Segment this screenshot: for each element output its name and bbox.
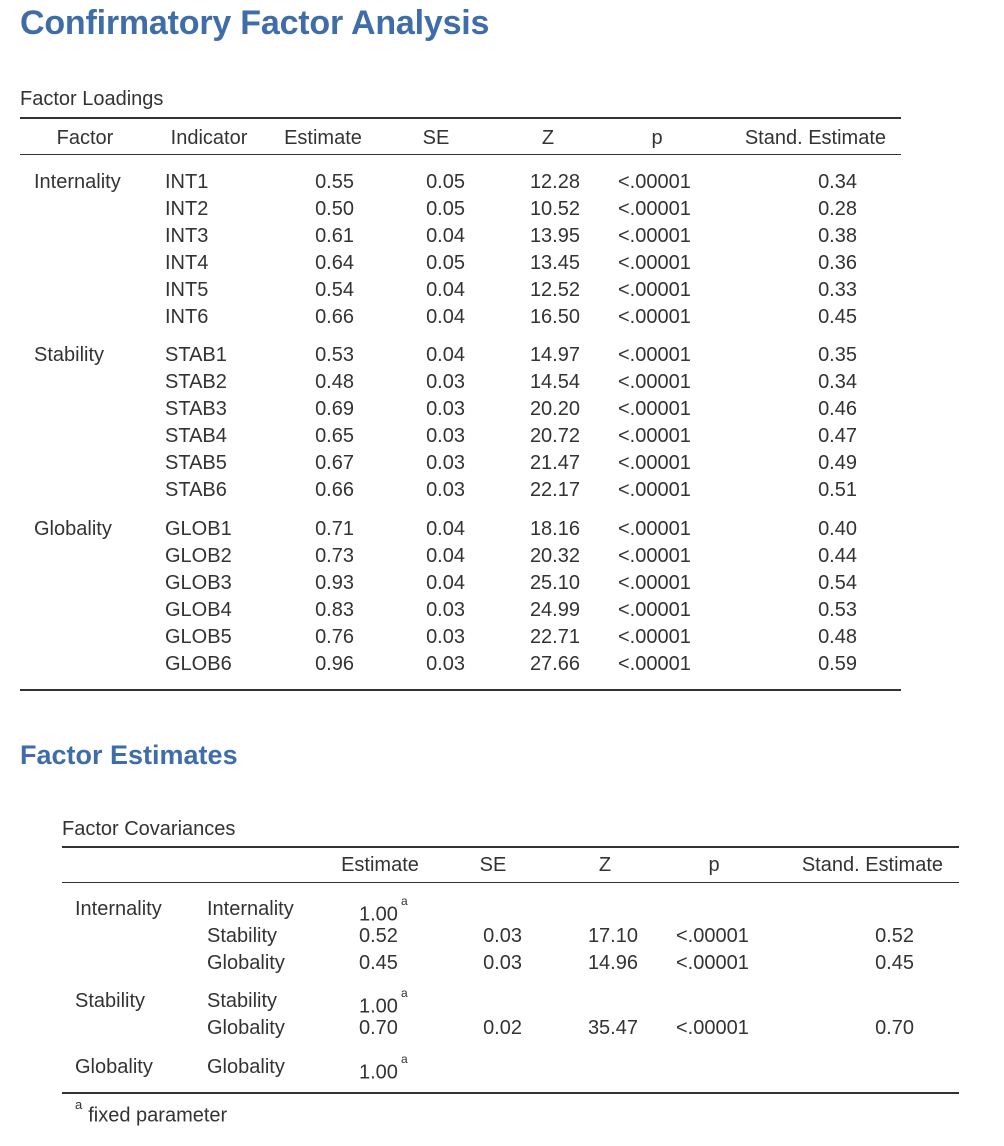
stand-estimate-cell: 0.44 — [818, 545, 857, 567]
factor-label: Stability — [75, 990, 146, 1012]
stand-estimate-cell: 0.59 — [818, 653, 857, 675]
se-cell: 0.04 — [426, 572, 465, 594]
estimate-cell: 0.52 — [359, 925, 398, 947]
column-header: p — [651, 127, 663, 149]
stand-estimate-cell: 0.54 — [818, 572, 857, 594]
p-cell: <.00001 — [618, 545, 691, 567]
se-cell: 0.03 — [426, 425, 465, 447]
z-cell: 21.47 — [529, 452, 580, 474]
se-cell: 0.05 — [426, 198, 465, 220]
covariate-cell: Globality — [207, 1017, 285, 1039]
se-cell: 0.03 — [426, 398, 465, 420]
p-cell: <.00001 — [618, 344, 691, 366]
p-cell: <.00001 — [676, 925, 749, 947]
estimate-cell: 1.00$^a$ — [359, 986, 408, 1018]
covariate-cell: Stability — [207, 925, 278, 947]
z-cell: 20.20 — [529, 398, 580, 420]
indicator-cell: INT1 — [165, 171, 209, 193]
factor-label: Internality — [75, 898, 162, 920]
table-bottom-rule — [20, 689, 901, 691]
se-cell: 0.03 — [483, 952, 522, 974]
covariate-cell: Stability — [207, 990, 278, 1012]
estimate-cell: 0.67 — [315, 452, 354, 474]
stand-estimate-cell: 0.52 — [875, 925, 914, 947]
factor-label: Stability — [34, 344, 105, 366]
column-header: Stand. Estimate — [744, 127, 886, 149]
indicator-cell: GLOB5 — [165, 626, 232, 648]
estimate-cell: 0.71 — [315, 518, 354, 540]
indicator-cell: STAB6 — [165, 479, 227, 501]
z-cell: 25.10 — [529, 572, 580, 594]
z-cell: 22.17 — [529, 479, 580, 501]
indicator-cell: GLOB2 — [165, 545, 232, 567]
footnote-text: fixed parameter — [88, 1104, 228, 1127]
z-cell: 10.52 — [529, 198, 580, 220]
stand-estimate-cell: 0.34 — [818, 371, 857, 393]
z-cell: 16.50 — [529, 306, 580, 328]
indicator-cell: STAB4 — [165, 425, 227, 447]
se-cell: 0.04 — [426, 344, 465, 366]
p-cell: <.00001 — [618, 425, 691, 447]
stand-estimate-cell: 0.40 — [818, 518, 857, 540]
footnote-marker: a — [75, 1097, 83, 1112]
estimate-cell: 0.66 — [315, 479, 354, 501]
se-cell: 0.03 — [426, 479, 465, 501]
indicator-cell: STAB3 — [165, 398, 227, 420]
stand-estimate-cell: 0.33 — [818, 279, 857, 301]
p-cell: <.00001 — [618, 398, 691, 420]
column-header: Estimate — [284, 127, 362, 149]
stand-estimate-cell: 0.28 — [818, 198, 857, 220]
footnote — [75, 1097, 228, 1128]
z-cell: 20.32 — [529, 545, 580, 567]
estimate-cell: 0.93 — [315, 572, 354, 594]
stand-estimate-cell: 0.45 — [875, 952, 914, 974]
stand-estimate-cell: 0.49 — [818, 452, 857, 474]
se-cell: 0.04 — [426, 306, 465, 328]
p-cell: <.00001 — [618, 171, 691, 193]
column-header: Estimate — [341, 854, 419, 876]
factor-label: Globality — [75, 1056, 153, 1078]
se-cell: 0.04 — [426, 545, 465, 567]
indicator-cell: INT6 — [165, 306, 209, 328]
z-cell: 12.52 — [529, 279, 580, 301]
estimate-cell: 0.55 — [315, 171, 354, 193]
estimate-cell: 1.00$^a$ — [359, 1052, 408, 1084]
z-cell: 13.95 — [529, 225, 580, 247]
p-cell: <.00001 — [618, 306, 691, 328]
z-cell: 12.28 — [529, 171, 580, 193]
z-cell: 14.54 — [529, 371, 580, 393]
p-cell: <.00001 — [618, 225, 691, 247]
se-cell: 0.03 — [426, 371, 465, 393]
p-cell: <.00001 — [618, 599, 691, 621]
p-cell: <.00001 — [676, 952, 749, 974]
z-cell: 22.71 — [529, 626, 580, 648]
covariate-cell: Globality — [207, 952, 285, 974]
stand-estimate-cell: 0.51 — [818, 479, 857, 501]
factor-label: Globality — [34, 518, 112, 540]
estimate-cell: 0.76 — [315, 626, 354, 648]
se-cell: 0.03 — [426, 452, 465, 474]
z-cell: 17.10 — [587, 925, 638, 947]
p-cell: <.00001 — [618, 518, 691, 540]
column-header: Z — [541, 127, 555, 149]
z-cell: 27.66 — [529, 653, 580, 675]
stand-estimate-cell: 0.45 — [818, 306, 857, 328]
indicator-cell: STAB1 — [165, 344, 227, 366]
p-cell: <.00001 — [618, 198, 691, 220]
estimate-cell: 0.45 — [359, 952, 398, 974]
estimate-cell: 0.69 — [315, 398, 354, 420]
se-cell: 0.02 — [483, 1017, 522, 1039]
se-cell: 0.04 — [426, 518, 465, 540]
factor-label: Internality — [34, 171, 121, 193]
z-cell: 35.47 — [587, 1017, 638, 1039]
column-header: Indicator — [170, 127, 248, 149]
stand-estimate-cell: 0.46 — [818, 398, 857, 420]
estimate-cell: 1.00$^a$ — [359, 894, 408, 926]
indicator-cell: STAB2 — [165, 371, 227, 393]
table-top-rule — [20, 117, 901, 119]
table-top-rule — [62, 846, 959, 848]
factor-loadings-caption: Factor Loadings — [20, 88, 164, 110]
se-cell: 0.05 — [426, 252, 465, 274]
estimate-cell: 0.96 — [315, 653, 354, 675]
table-header-rule — [20, 154, 901, 155]
estimate-cell: 0.65 — [315, 425, 354, 447]
z-cell: 18.16 — [529, 518, 580, 540]
indicator-cell: STAB5 — [165, 452, 227, 474]
estimate-cell: 0.73 — [315, 545, 354, 567]
se-cell: 0.03 — [483, 925, 522, 947]
column-header: SE — [479, 854, 507, 876]
z-cell: 13.45 — [529, 252, 580, 274]
stand-estimate-cell: 0.35 — [818, 344, 857, 366]
p-cell: <.00001 — [618, 572, 691, 594]
column-header: Factor — [56, 127, 114, 149]
p-cell: <.00001 — [676, 1017, 749, 1039]
p-cell: <.00001 — [618, 252, 691, 274]
estimate-cell: 0.61 — [315, 225, 354, 247]
table-bottom-rule — [62, 1092, 959, 1094]
z-cell: 14.96 — [587, 952, 638, 974]
column-header: p — [708, 854, 720, 876]
fixed-parameter-marker: a — [400, 894, 408, 908]
estimate-cell: 0.53 — [315, 344, 354, 366]
se-cell: 0.03 — [426, 626, 465, 648]
estimate-cell: 0.66 — [315, 306, 354, 328]
p-cell: <.00001 — [618, 653, 691, 675]
indicator-cell: GLOB1 — [165, 518, 232, 540]
se-cell: 0.05 — [426, 171, 465, 193]
stand-estimate-cell: 0.36 — [818, 252, 857, 274]
fixed-parameter-marker: a — [400, 1052, 408, 1066]
z-cell: 14.97 — [529, 344, 580, 366]
covariate-cell: Internality — [207, 898, 294, 920]
z-cell: 24.99 — [529, 599, 580, 621]
section-title: Factor Estimates — [20, 740, 238, 770]
stand-estimate-cell: 0.53 — [818, 599, 857, 621]
indicator-cell: INT2 — [165, 198, 209, 220]
se-cell: 0.03 — [426, 653, 465, 675]
stand-estimate-cell: 0.70 — [875, 1017, 914, 1039]
estimate-cell: 0.70 — [359, 1017, 398, 1039]
estimate-cell: 0.50 — [315, 198, 354, 220]
factor-covariances-caption: Factor Covariances — [62, 818, 236, 840]
p-cell: <.00001 — [618, 371, 691, 393]
page-title: Confirmatory Factor Analysis — [20, 4, 490, 42]
estimate-cell: 0.48 — [315, 371, 354, 393]
p-cell: <.00001 — [618, 626, 691, 648]
indicator-cell: INT4 — [165, 252, 209, 274]
indicator-cell: INT3 — [165, 225, 209, 247]
indicator-cell: GLOB6 — [165, 653, 232, 675]
covariate-cell: Globality — [207, 1056, 285, 1078]
estimate-cell: 0.83 — [315, 599, 354, 621]
estimate-cell: 0.54 — [315, 279, 354, 301]
column-header: Z — [598, 854, 612, 876]
table-header-rule — [62, 882, 959, 883]
stand-estimate-cell: 0.48 — [818, 626, 857, 648]
column-header: SE — [422, 127, 450, 149]
p-cell: <.00001 — [618, 279, 691, 301]
se-cell: 0.04 — [426, 279, 465, 301]
indicator-cell: GLOB3 — [165, 572, 232, 594]
se-cell: 0.03 — [426, 599, 465, 621]
stand-estimate-cell: 0.47 — [818, 425, 857, 447]
p-cell: <.00001 — [618, 479, 691, 501]
stand-estimate-cell: 0.34 — [818, 171, 857, 193]
stand-estimate-cell: 0.38 — [818, 225, 857, 247]
column-header: Stand. Estimate — [801, 854, 943, 876]
fixed-parameter-marker: a — [400, 986, 408, 1000]
indicator-cell: GLOB4 — [165, 599, 232, 621]
se-cell: 0.04 — [426, 225, 465, 247]
indicator-cell: INT5 — [165, 279, 209, 301]
z-cell: 20.72 — [529, 425, 580, 447]
p-cell: <.00001 — [618, 452, 691, 474]
estimate-cell: 0.64 — [315, 252, 354, 274]
